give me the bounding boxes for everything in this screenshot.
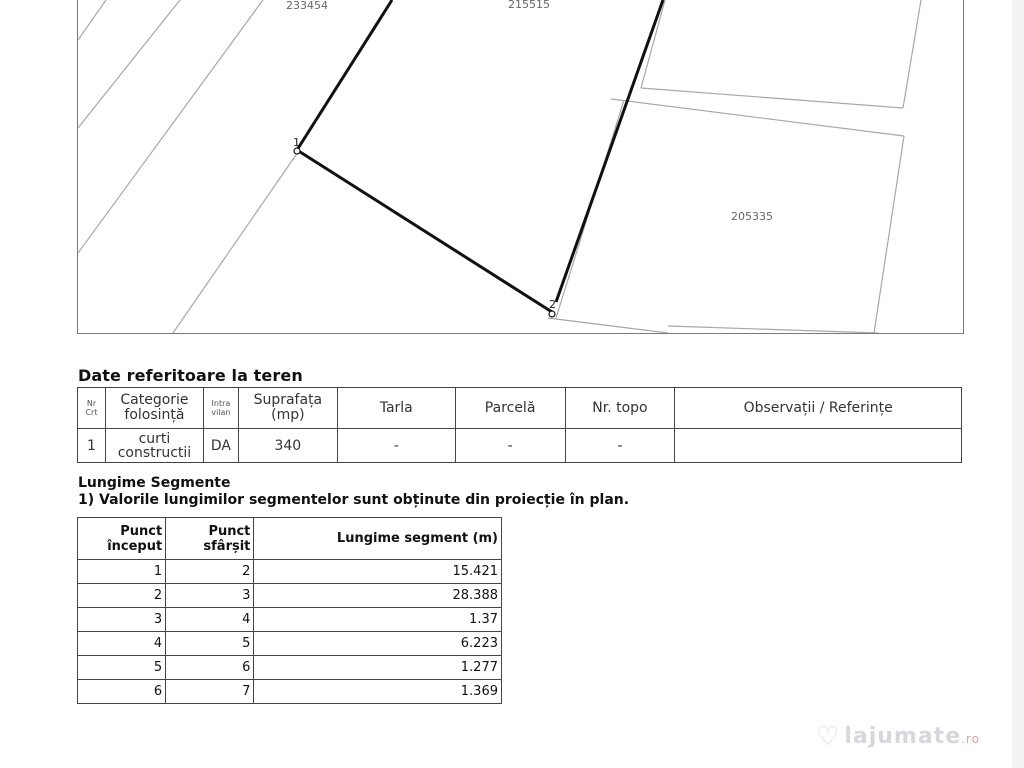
cell-categorie: curti constructii [105, 429, 203, 463]
cell-start: 6 [78, 680, 166, 704]
parcel-label-205335: 205335 [731, 210, 773, 223]
land-header-row [78, 388, 962, 429]
cell-parcela: - [455, 429, 565, 463]
table-row [78, 656, 502, 680]
cell-end: 3 [166, 584, 254, 608]
col-parcela: Parcelă [455, 388, 565, 429]
cell-suprafata: 340 [238, 429, 337, 463]
segments-note: 1) Valorile lungimilor segmentelor sunt obținute din proiecție în plan. [78, 492, 630, 508]
segments-table [77, 517, 502, 704]
cell-start: 4 [78, 632, 166, 656]
segments-header-row [78, 518, 502, 560]
col-punct-sfarsit: Punct sfârșit [166, 518, 254, 560]
col-punct-inceput: Punct început [78, 518, 166, 560]
cell-length: 1.37 [254, 608, 502, 632]
cell-end: 2 [166, 560, 254, 584]
cell-tarla: - [337, 429, 455, 463]
parcel-label-215515: 215515 [508, 0, 550, 11]
cell-nr-topo: - [565, 429, 675, 463]
point-label-1: 1 [293, 136, 300, 149]
point-label-2: 2 [549, 298, 556, 311]
parcel-label-233454: 233454 [286, 0, 328, 12]
col-intravilan: Intra vilan [203, 388, 238, 429]
col-tarla: Tarla [337, 388, 455, 429]
cell-length: 1.369 [254, 680, 502, 704]
cell-length: 28.388 [254, 584, 502, 608]
land-data-title: Date referitoare la teren [78, 366, 303, 385]
table-row [78, 632, 502, 656]
col-nr-topo: Nr. topo [565, 388, 675, 429]
table-row [78, 680, 502, 704]
cell-start: 1 [78, 560, 166, 584]
cell-intravilan: DA [203, 429, 238, 463]
table-row [78, 560, 502, 584]
cell-length: 6.223 [254, 632, 502, 656]
cell-nr: 1 [78, 429, 106, 463]
watermark-suffix: .ro [961, 732, 980, 746]
table-row [78, 608, 502, 632]
col-nr-crt: Nr Crt [78, 388, 106, 429]
cell-end: 7 [166, 680, 254, 704]
col-observatii: Observații / Referințe [675, 388, 962, 429]
cell-end: 5 [166, 632, 254, 656]
watermark [816, 722, 980, 752]
col-lungime-segment: Lungime segment (m) [254, 518, 502, 560]
table-row [78, 584, 502, 608]
watermark-text: lajumate [844, 724, 962, 749]
segments-title: Lungime Segmente [78, 475, 231, 491]
col-suprafata: Suprafața (mp) [238, 388, 337, 429]
cadastral-plan [77, 0, 964, 334]
land-data-table [77, 387, 962, 463]
cell-end: 6 [166, 656, 254, 680]
table-row [78, 429, 962, 463]
cell-length: 15.421 [254, 560, 502, 584]
cell-observatii [675, 429, 962, 463]
cell-start: 2 [78, 584, 166, 608]
cell-length: 1.277 [254, 656, 502, 680]
plan-drawing [78, 0, 963, 333]
cell-end: 4 [166, 608, 254, 632]
heart-icon: ♡ [816, 722, 841, 752]
cell-start: 5 [78, 656, 166, 680]
page-edge-strip [1012, 0, 1024, 768]
cell-start: 3 [78, 608, 166, 632]
col-categorie: Categorie folosință [105, 388, 203, 429]
